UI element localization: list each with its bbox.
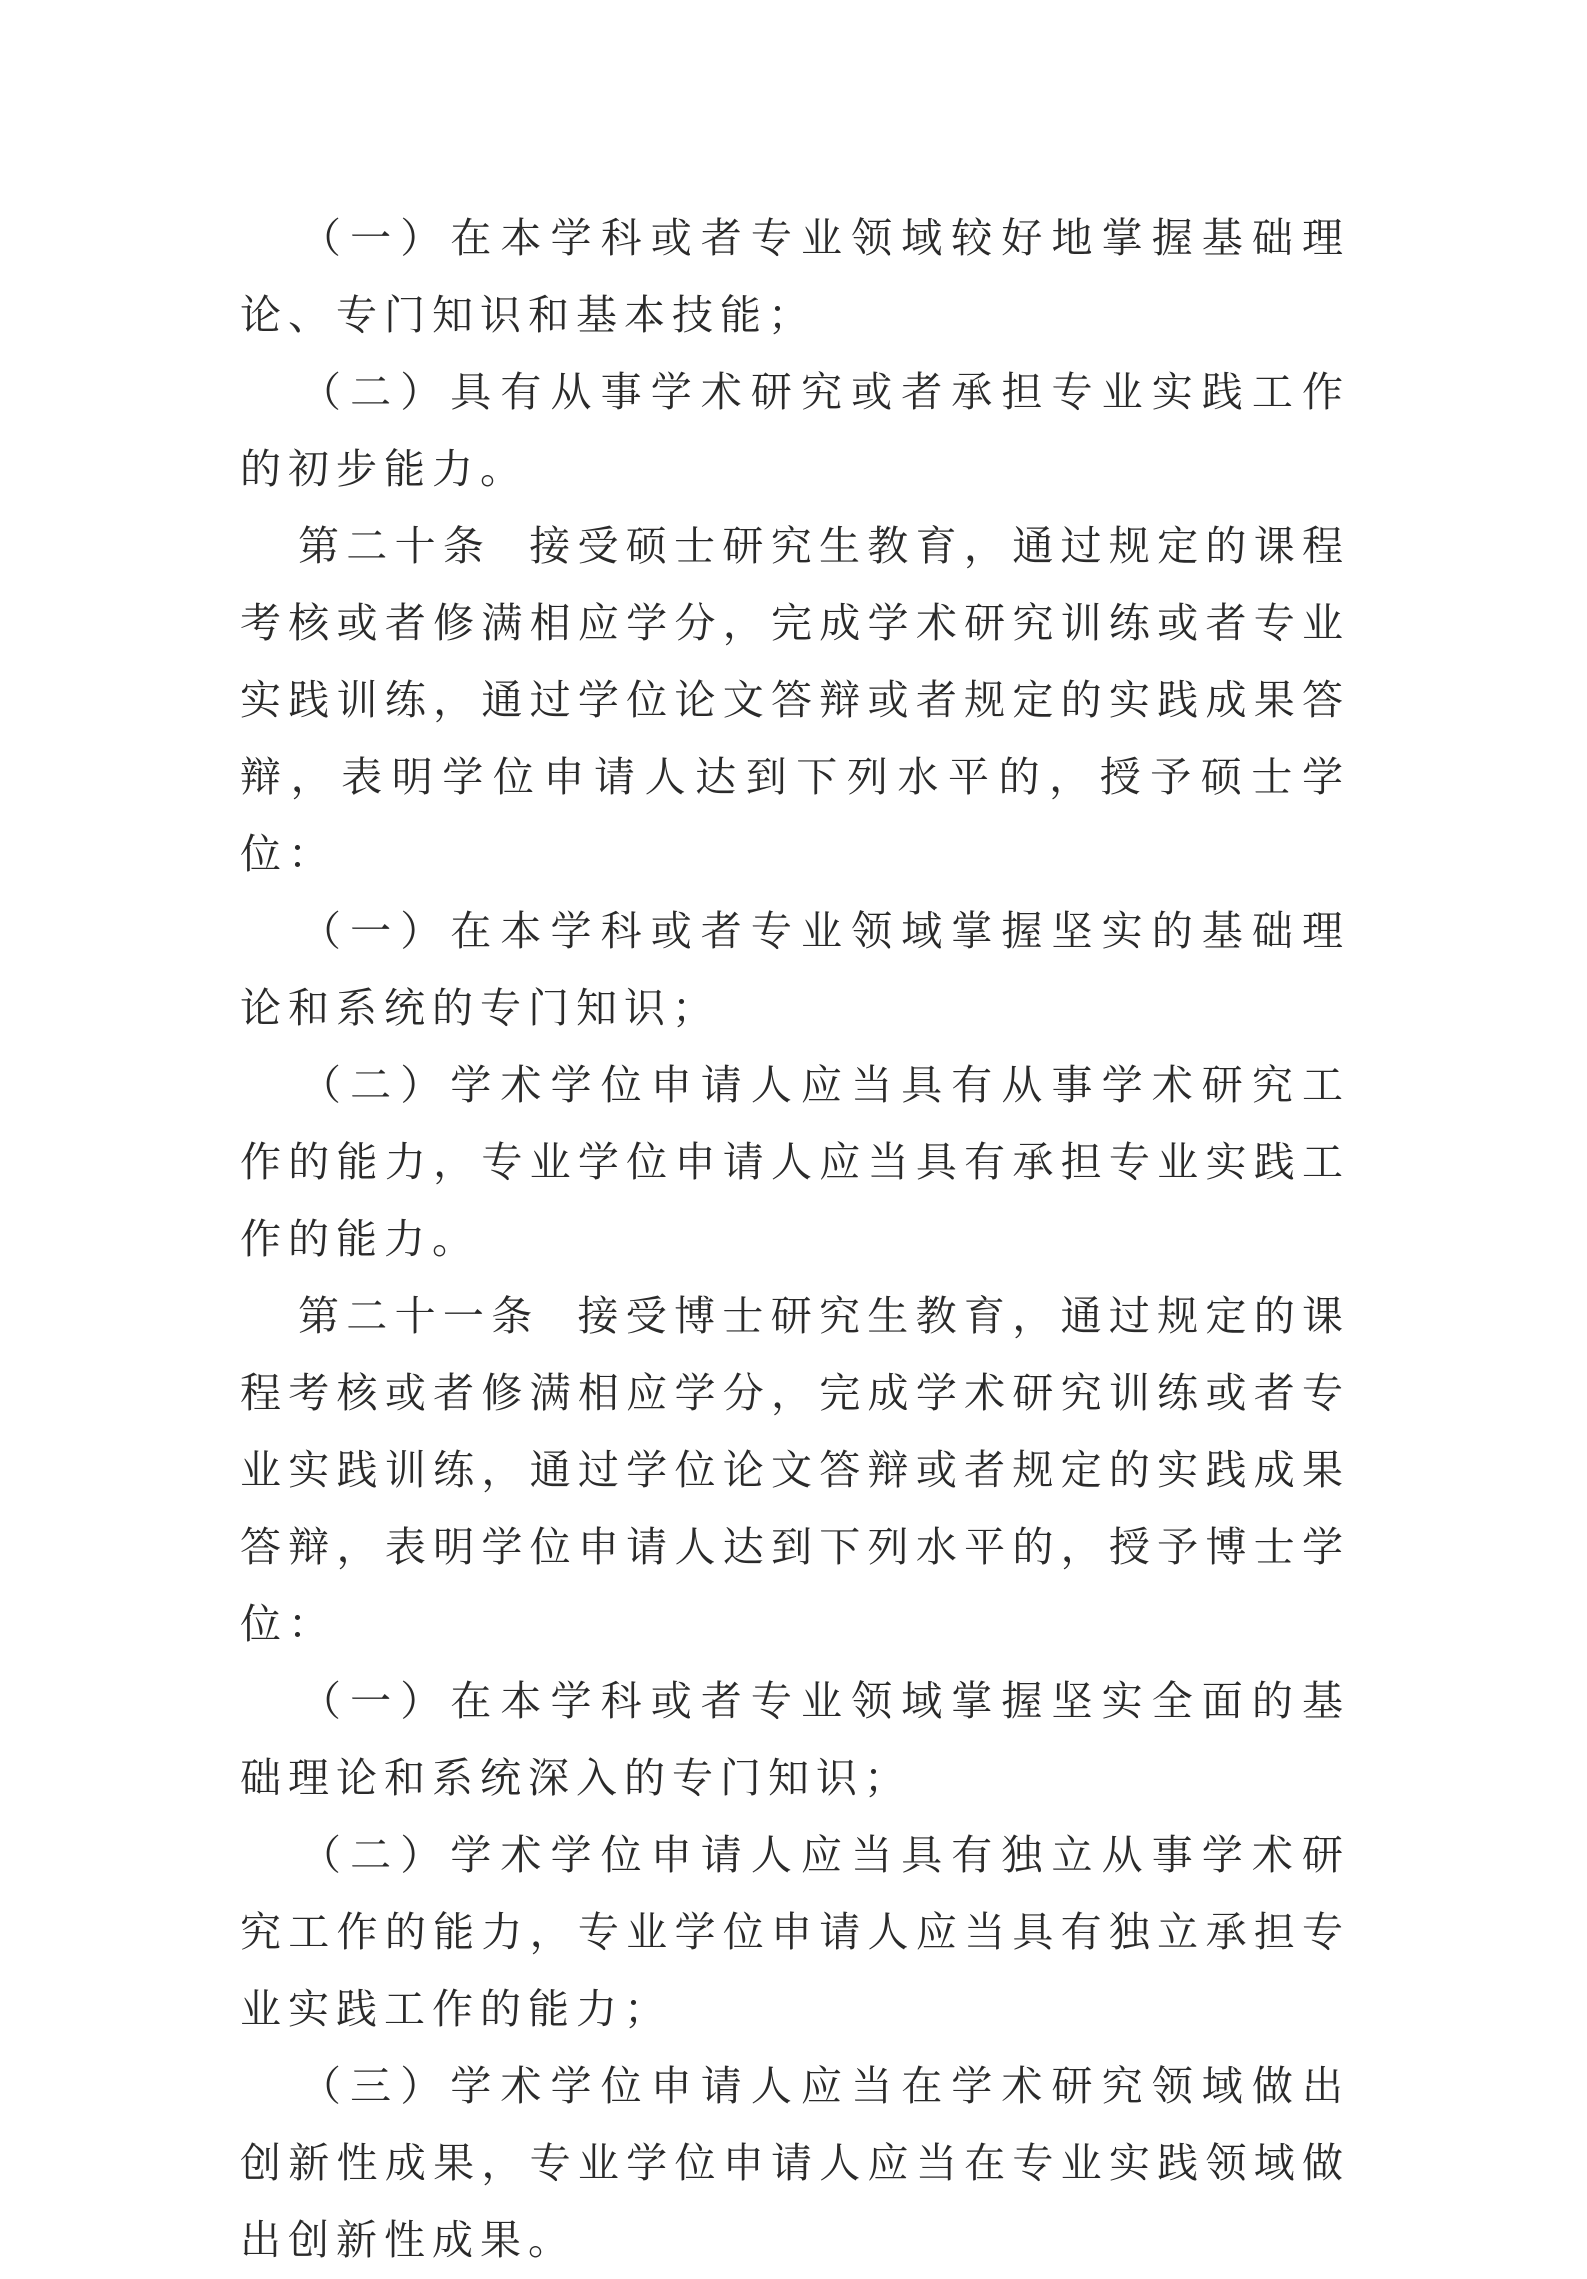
- article-number: 第二十一条: [298, 1292, 540, 1340]
- paragraph-master-item-2: [240, 354, 1350, 508]
- paragraph-text: （一）在本学科或者专业领域较好地掌握基础理论、专门知识和基本技能；: [240, 214, 1350, 339]
- paragraph-text: （二）学术学位申请人应当具有独立从事学术研究工作的能力，专业学位申请人应当具有独立承担专业实践工作的能力；: [240, 1831, 1350, 2033]
- paragraph-text: （一）在本学科或者专业领域掌握坚实的基础理论和系统的专门知识；: [240, 907, 1350, 1032]
- paragraph-text: （一）在本学科或者专业领域掌握坚实全面的基础理论和系统深入的专门知识；: [240, 1677, 1350, 1802]
- article-number: 第二十条: [298, 522, 492, 570]
- document-body: [240, 200, 1350, 2279]
- article-21: [240, 1278, 1350, 1663]
- paragraph-text: （二）学术学位申请人应当具有从事学术研究工作的能力，专业学位申请人应当具有承担专业实践工作的能力。: [240, 1061, 1350, 1263]
- paragraph-text: （二）具有从事学术研究或者承担专业实践工作的初步能力。: [240, 368, 1350, 493]
- paragraph-article20-item-1: [240, 893, 1350, 1047]
- paragraph-text: 接受博士研究生教育，通过规定的课程考核或者修满相应学分，完成学术研究训练或者专业实践训练，通过学位论文答辩或者规定的实践成果答辩，表明学位申请人达到下列水平的，授予博士学位：: [240, 1292, 1350, 1648]
- paragraph-text: （三）学术学位申请人应当在学术研究领域做出创新性成果，专业学位申请人应当在专业实践领域做出创新性成果。: [240, 2062, 1350, 2264]
- paragraph-text: 接受硕士研究生教育，通过规定的课程考核或者修满相应学分，完成学术研究训练或者专业实践训练，通过学位论文答辩或者规定的实践成果答辩，表明学位申请人达到下列水平的，授予硕士学位：: [240, 522, 1351, 878]
- paragraph-article21-item-1: [240, 1663, 1350, 1817]
- paragraph-article21-item-3: [240, 2048, 1350, 2279]
- article-20: [240, 508, 1350, 893]
- paragraph-article20-item-2: [240, 1047, 1350, 1278]
- paragraph-master-item-1: [240, 200, 1350, 354]
- paragraph-article21-item-2: [240, 1817, 1350, 2048]
